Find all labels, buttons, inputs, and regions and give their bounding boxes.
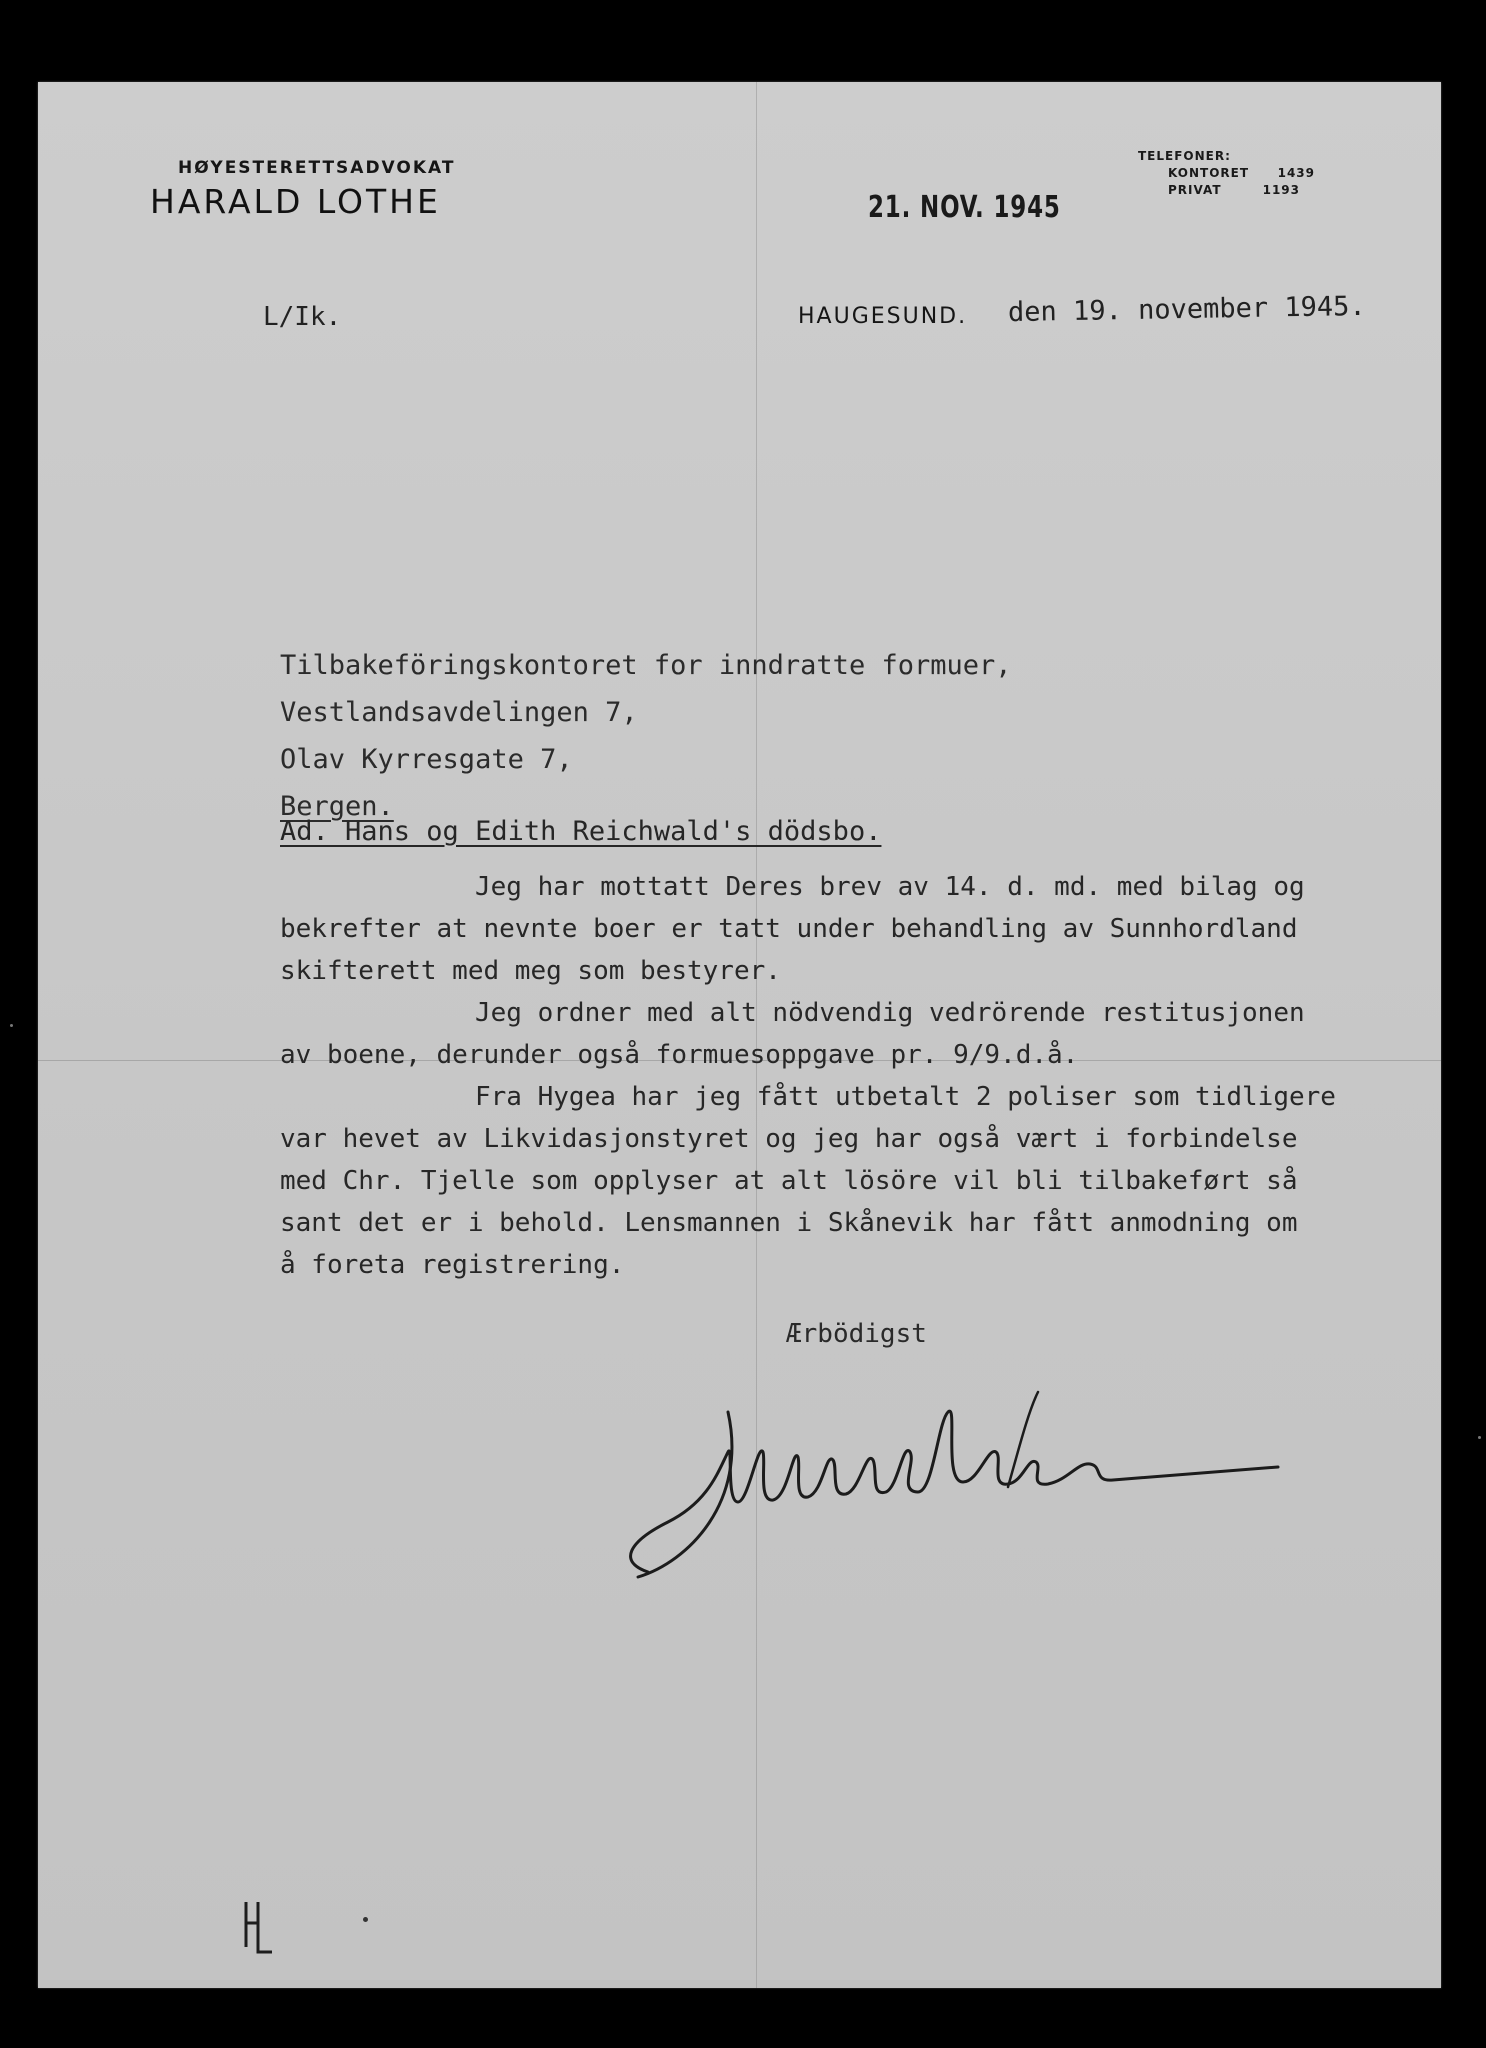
body-line: av boene, derunder også formuesoppgave pr. 9/9.d.å. [280,1040,1079,1070]
letter-body [280,866,1420,1286]
handwritten-signature [598,1352,1318,1622]
subject-line: Ad. Hans og Edith Reichwald's dödsbo. [280,816,882,847]
address-city: Bergen. [280,791,394,822]
address-line: Vestlandsavdelingen 7, [280,697,638,728]
phone-number: 1193 [1262,183,1300,197]
scan-speck [1478,1436,1481,1439]
phone-label: KONTORET [1168,166,1250,180]
letterhead-name: HARALD LOTHE [150,182,441,221]
phone-row [1138,165,1315,182]
place-name: HAUGESUND. [798,304,968,329]
phone-number: 1439 [1277,166,1316,180]
letter-date: den 19. november 1945. [1007,290,1366,329]
address-line: Tilbakeföringskontoret for inndratte formuer, [280,650,1012,681]
letterhead-title: HØYESTERETTSADVOKAT [178,158,456,178]
phone-row [1138,182,1315,199]
body-line: sant det er i behold. Lensmannen i Skånevik har fått anmodning om [280,1208,1298,1238]
phone-label: PRIVAT [1168,183,1222,197]
reference-code: L/Ik. [263,302,342,332]
letter-page [38,82,1441,1988]
address-line: Olav Kyrresgate 7, [280,744,573,775]
scan-speck [10,1024,13,1027]
body-line: Fra Hygea har jeg fått utbetalt 2 poliser som tidligere [475,1082,1336,1112]
closing-salutation: Ærbödigst [786,1319,927,1349]
recipient-address [280,642,1012,830]
body-line: var hevet av Likvidasjonstyret og jeg har også vært i forbindelse [280,1124,1298,1154]
body-line: bekrefter at nevnte boer er tatt under behandling av Sunnhordland [280,914,1298,944]
received-date-stamp: 21. NOV. 1945 [868,190,1061,225]
ink-dot [363,1917,368,1922]
body-line: å foreta registrering. [280,1250,625,1280]
phones-heading: TELEFONER: [1138,149,1231,163]
body-line: Jeg har mottatt Deres brev av 14. d. md. med bilag og [475,872,1305,902]
body-line: med Chr. Tjelle som opplyser at alt lösöre vil bli tilbakeført så [280,1166,1298,1196]
body-line: Jeg ordner med alt nödvendig vedrörende restitusjonen [475,998,1305,1028]
hl-initials-mark [238,1897,278,1957]
phone-block [1138,148,1315,199]
body-line: skifterett med meg som bestyrer. [280,956,781,986]
